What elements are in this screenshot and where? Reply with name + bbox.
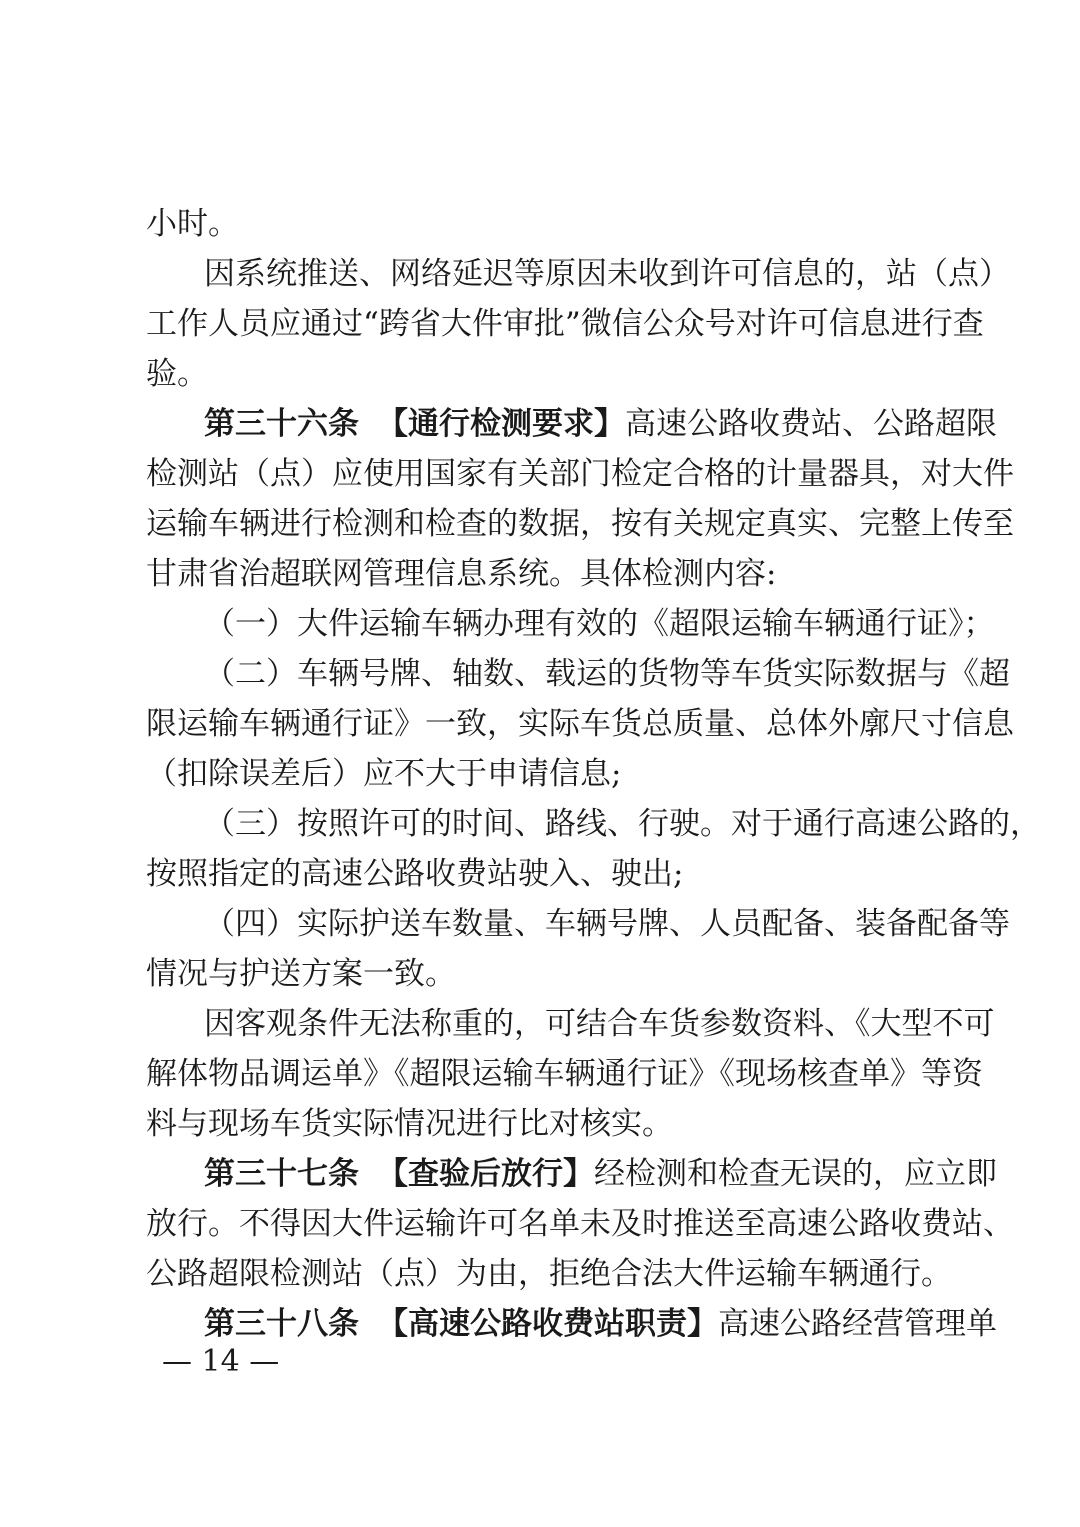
page-number: — 14 — (162, 1344, 280, 1379)
text-line: 验。 (146, 356, 208, 392)
text-line: 因客观条件无法称重的，可结合车货参数资料、《大型不可 (204, 1006, 995, 1042)
text-line: （扣除误差后）应不大于申请信息; (146, 756, 622, 792)
article-36-number: 第三十六条 (204, 406, 359, 442)
text-line: 情况与护送方案一致。 (146, 956, 456, 992)
text-line: 放行。不得因大件运输许可名单未及时推送至高速公路收费站、 (146, 1206, 1014, 1242)
text-line: 按照指定的高速公路收费站驶入、驶出; (146, 856, 684, 892)
article-36-title: 【通行检测要求】 (377, 406, 625, 442)
text-line: 甘肃省治超联网管理信息系统。具体检测内容: (146, 556, 777, 592)
article-38-heading-line (204, 1298, 997, 1350)
article-38-title: 【高速公路收费站职责】 (377, 1306, 718, 1342)
list-item-1: （一）大件运输车辆办理有效的《超限运输车辆通行证》； (204, 606, 995, 642)
article-37-text: 经检测和检查无误的，应立即 (594, 1156, 997, 1192)
article-36-heading-line (204, 398, 997, 450)
text-line: 小时。 (146, 206, 239, 242)
list-item-4: （四）实际护送车数量、车辆号牌、人员配备、装备配备等 (204, 906, 1010, 942)
article-36-text: 高速公路收费站、公路超限 (625, 406, 997, 442)
text-line: 因系统推送、网络延迟等原因未收到许可信息的，站（点） (204, 256, 1010, 292)
text-line: 解体物品调运单》《超限运输车辆通行证》《现场核查单》等资 (146, 1056, 983, 1092)
article-37-number: 第三十七条 (204, 1156, 359, 1192)
text-line: 工作人员应通过“跨省大件审批”微信公众号对许可信息进行查 (146, 306, 984, 342)
list-item-3: （三）按照许可的时间、路线、行驶。对于通行高速公路的， (204, 806, 1041, 842)
text-line: 检测站（点）应使用国家有关部门检定合格的计量器具，对大件 (146, 456, 1014, 492)
article-37-heading-line (204, 1148, 997, 1200)
text-line: 料与现场车货实际情况进行比对核实。 (146, 1106, 673, 1142)
article-37-title: 【查验后放行】 (377, 1156, 594, 1192)
text-line: 公路超限检测站（点）为由，拒绝合法大件运输车辆通行。 (146, 1256, 952, 1292)
list-item-2: （二）车辆号牌、轴数、载运的货物等车货实际数据与《超 (204, 656, 1010, 692)
article-38-text: 高速公路经营管理单 (718, 1306, 997, 1342)
text-line: 运输车辆进行检测和检查的数据，按有关规定真实、完整上传至 (146, 506, 1014, 542)
article-38-number: 第三十八条 (204, 1306, 359, 1342)
text-line: 限运输车辆通行证》一致，实际车货总质量、总体外廓尺寸信息 (146, 706, 1014, 742)
